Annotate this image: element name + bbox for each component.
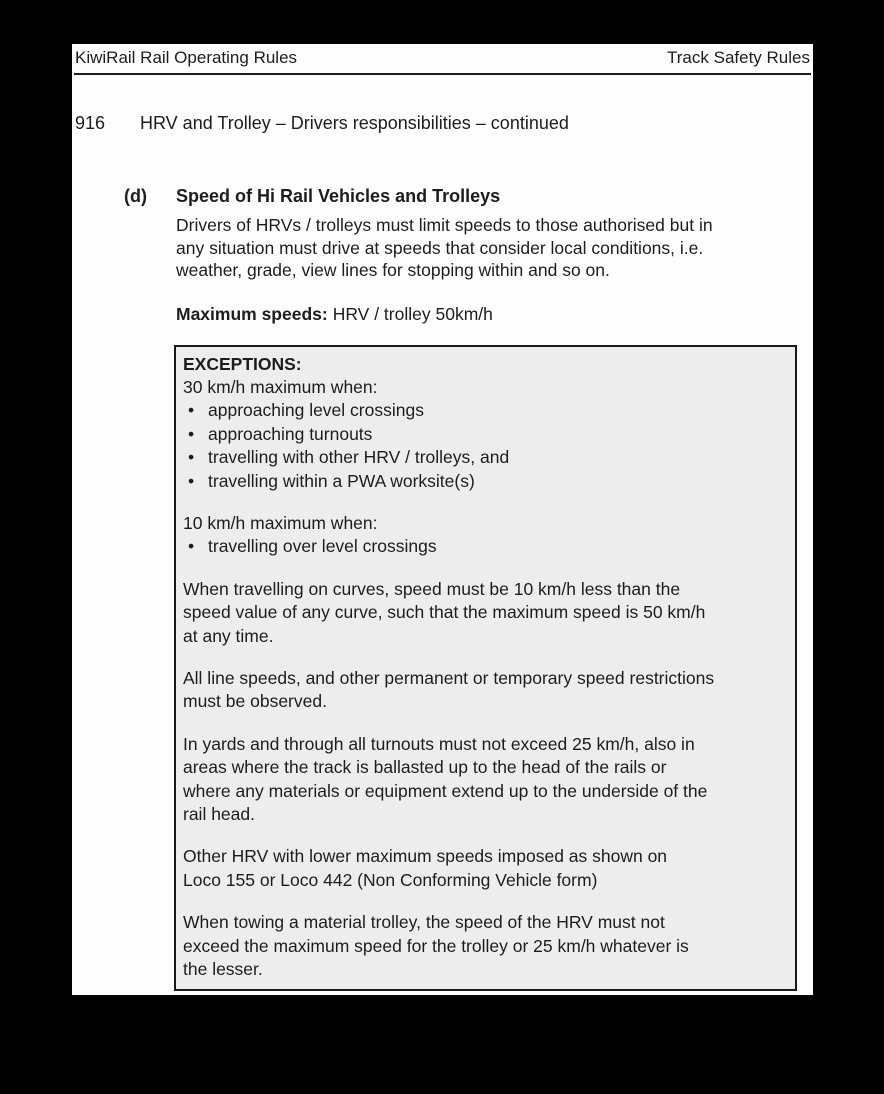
section-heading: Speed of Hi Rail Vehicles and Trolleys bbox=[176, 186, 501, 206]
list-item bbox=[183, 399, 787, 422]
document-page bbox=[72, 44, 813, 995]
box-paragraph-other-hrv bbox=[183, 845, 787, 892]
bullet-icon: • bbox=[188, 447, 195, 468]
bullet-text: travelling over level crossings bbox=[208, 536, 437, 557]
max-speeds-value: HRV / trolley 50km/h bbox=[332, 303, 493, 324]
max-speeds-line bbox=[176, 303, 813, 325]
box-paragraph-towing bbox=[183, 911, 787, 981]
bullet-icon: • bbox=[188, 536, 195, 557]
paragraph-line: Other HRV with lower maximum speeds imposed as shown on bbox=[183, 846, 668, 867]
bullet-text: approaching turnouts bbox=[208, 423, 373, 444]
section-intro-paragraph bbox=[176, 214, 813, 282]
intro-line: any situation must drive at speeds that consider local conditions, i.e. bbox=[176, 237, 704, 258]
intro-line: Drivers of HRVs / trolleys must limit speeds to those authorised but in bbox=[176, 215, 713, 235]
box-paragraph-yards bbox=[183, 733, 787, 827]
intro-line: weather, grade, view lines for stopping within and so on. bbox=[176, 260, 610, 280]
group-30kmh bbox=[183, 376, 787, 493]
paragraph-line: When travelling on curves, speed must be 10 km/h less than the bbox=[183, 578, 681, 599]
paragraph-line: All line speeds, and other permanent or temporary speed restrictions bbox=[183, 667, 715, 688]
exceptions-title: EXCEPTIONS: bbox=[183, 353, 302, 374]
header-left-title: KiwiRail Rail Operating Rules bbox=[75, 48, 298, 67]
paragraph-line: must be observed. bbox=[183, 691, 327, 712]
exceptions-box bbox=[174, 345, 797, 992]
section-label: (d) bbox=[124, 186, 147, 206]
list-item bbox=[183, 446, 787, 469]
list-item bbox=[183, 423, 787, 446]
list-item bbox=[183, 535, 787, 558]
paragraph-line: at any time. bbox=[183, 625, 274, 646]
paragraph-line: speed value of any curve, such that the maximum speed is 50 km/h bbox=[183, 602, 706, 623]
page-header bbox=[74, 48, 811, 75]
bullet-icon: • bbox=[188, 400, 195, 421]
bullet-text: travelling within a PWA worksite(s) bbox=[208, 470, 475, 491]
group-10kmh bbox=[183, 512, 787, 559]
box-paragraph-line-speeds bbox=[183, 667, 787, 714]
bullet-icon: • bbox=[188, 470, 195, 491]
bullet-text: approaching level crossings bbox=[208, 400, 424, 421]
section-heading-row bbox=[124, 186, 813, 206]
group-30-intro: 30 km/h maximum when: bbox=[183, 376, 378, 397]
header-right-title: Track Safety Rules bbox=[667, 48, 810, 67]
rule-title: HRV and Trolley – Drivers responsibilities – continued bbox=[140, 113, 569, 133]
rule-number: 916 bbox=[75, 113, 106, 133]
paragraph-line: Loco 155 or Loco 442 (Non Conforming Vehicle form) bbox=[183, 869, 598, 890]
rule-heading bbox=[75, 113, 813, 133]
paragraph-line: exceed the maximum speed for the trolley or 25 km/h whatever is bbox=[183, 935, 689, 956]
group-10-intro: 10 km/h maximum when: bbox=[183, 512, 378, 533]
paragraph-line: areas where the track is ballasted up to the head of the rails or bbox=[183, 757, 667, 778]
paragraph-line: the lesser. bbox=[183, 959, 263, 980]
paragraph-line: rail head. bbox=[183, 804, 255, 824]
bullet-icon: • bbox=[188, 423, 195, 444]
paragraph-line: where any materials or equipment extend up to the underside of the bbox=[183, 780, 708, 801]
max-speeds-label: Maximum speeds: bbox=[176, 303, 328, 324]
paragraph-line: When towing a material trolley, the speed of the HRV must not bbox=[183, 912, 665, 933]
list-item bbox=[183, 470, 787, 493]
box-paragraph-curves bbox=[183, 578, 787, 648]
paragraph-line: In yards and through all turnouts must not exceed 25 km/h, also in bbox=[183, 733, 695, 754]
bullet-text: travelling with other HRV / trolleys, and bbox=[208, 447, 510, 468]
